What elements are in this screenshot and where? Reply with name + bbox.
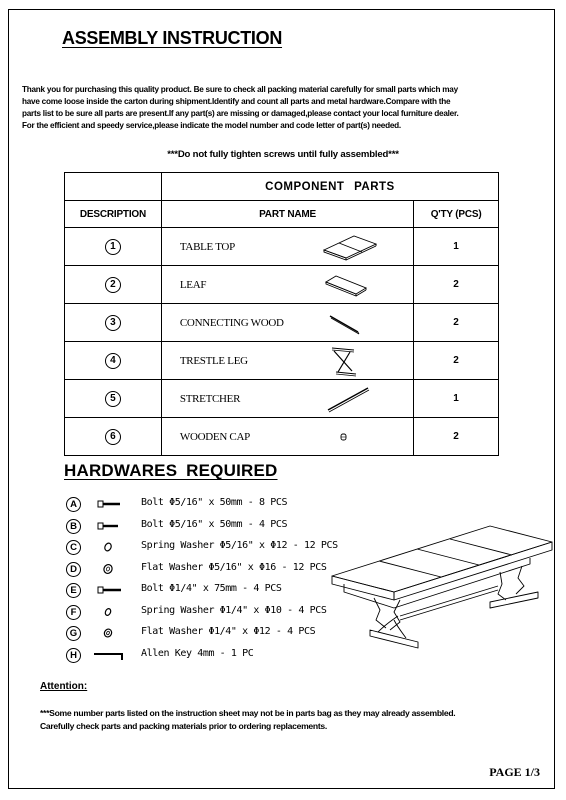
intro-line: For the efficient and speedy service,please indicate the model number and code letter of part(s) needed.	[22, 121, 401, 130]
intro-line: parts list to be sure all parts are present.If any part(s) are missing or damaged,please contact your local furniture dealer.	[22, 109, 459, 118]
part-row	[65, 342, 499, 380]
part-qty: 2	[414, 418, 499, 456]
tighten-warning: ***Do not fully tighten screws until fully assembled***	[167, 149, 399, 160]
part-number: 4	[105, 353, 121, 369]
bolt-icon	[92, 517, 122, 535]
flat-washer-icon	[92, 624, 122, 642]
qty-header: Q'TY (PCS)	[414, 201, 499, 228]
hardware-text: Bolt Φ5/16" x 50mm - 8 PCS	[141, 497, 288, 508]
table-top-icon	[320, 232, 380, 262]
part-row	[65, 228, 499, 266]
allen-key-icon	[92, 646, 126, 664]
hardware-letter: E	[66, 583, 81, 598]
part-number: 1	[105, 239, 121, 255]
intro-line: Thank you for purchasing this quality product. Be sure to check all packing material carefully for small parts which may	[22, 85, 458, 94]
hardware-text: Bolt Φ1/4" x 75mm - 4 PCS	[141, 583, 282, 594]
part-name: WOODEN CAP	[179, 430, 250, 443]
hardware-text: Bolt Φ5/16" x 50mm - 4 PCS	[141, 518, 288, 530]
flat-washer-icon	[92, 560, 122, 578]
leaf-icon	[322, 270, 372, 300]
hardware-text: Allen Key 4mm - 1 PC	[141, 647, 254, 659]
attention-label: Attention:	[40, 681, 88, 692]
description-header: DESCRIPTION	[65, 201, 162, 228]
hardware-letter: G	[66, 626, 81, 641]
bolt-icon	[92, 495, 122, 513]
part-row	[65, 304, 499, 342]
hardware-text: Flat Washer Φ1/4" x Φ12 - 4 PCS	[141, 626, 316, 637]
hardware-letter: B	[66, 519, 81, 534]
part-row	[65, 266, 499, 304]
part-row	[65, 380, 499, 418]
part-name: STRETCHER	[179, 392, 241, 405]
page-title: ASSEMBLY INSTRUCTION	[62, 28, 283, 48]
hardware-title: HARDWARES REQUIRED	[64, 461, 278, 480]
part-name: LEAF	[179, 278, 207, 291]
part-number: 2	[105, 277, 121, 293]
part-name: TABLE TOP	[179, 240, 235, 253]
bolt-icon	[92, 581, 122, 599]
part-number: 3	[105, 315, 121, 331]
part-qty: 1	[414, 228, 499, 266]
attention-note	[40, 707, 550, 733]
part-name: CONNECTING WOOD	[179, 316, 284, 329]
page-number: PAGE 1/3	[489, 765, 540, 779]
hardware-letter: A	[66, 497, 81, 512]
part-qty: 2	[414, 304, 499, 342]
part-number: 5	[105, 391, 121, 407]
hardware-text: Flat Washer Φ5/16" x Φ16 - 12 PCS	[141, 561, 327, 573]
intro-line: have come loose inside the carton during shipment.Identify and count all parts and metal hardware.Compare with the	[22, 97, 451, 106]
component-parts-table	[64, 172, 499, 456]
hardware-text: Spring Washer Φ5/16" x Φ12 - 12 PCS	[141, 540, 338, 551]
hardware-letter: C	[66, 540, 81, 555]
part-name: TRESTLE LEG	[179, 354, 248, 367]
attention-line: Carefully check parts and packing materials prior to ordering replacements.	[40, 721, 327, 731]
spring-washer-icon	[92, 603, 122, 621]
assembled-table-illustration	[330, 520, 555, 670]
spring-washer-icon	[92, 538, 122, 556]
wooden-cap-icon	[338, 431, 350, 443]
connecting-wood-icon	[326, 308, 366, 338]
attention-line: ***Some number parts listed on the instruction sheet may not be in parts bag as they may already assembled.	[40, 708, 456, 718]
part-name-header: PART NAME	[161, 201, 413, 228]
hardware-text: Spring Washer Φ1/4" x Φ10 - 4 PCS	[141, 604, 327, 616]
part-qty: 2	[414, 266, 499, 304]
intro-paragraph	[22, 84, 547, 132]
hardware-letter: F	[66, 605, 81, 620]
trestle-leg-icon	[328, 344, 362, 378]
part-row	[65, 418, 499, 456]
hardware-letter: D	[66, 562, 81, 577]
part-number: 6	[105, 429, 121, 445]
part-qty: 2	[414, 342, 499, 380]
component-parts-heading: COMPONENT PARTS	[161, 173, 498, 201]
part-qty: 1	[414, 380, 499, 418]
hardware-letter: H	[66, 648, 81, 663]
stretcher-icon	[324, 382, 374, 416]
